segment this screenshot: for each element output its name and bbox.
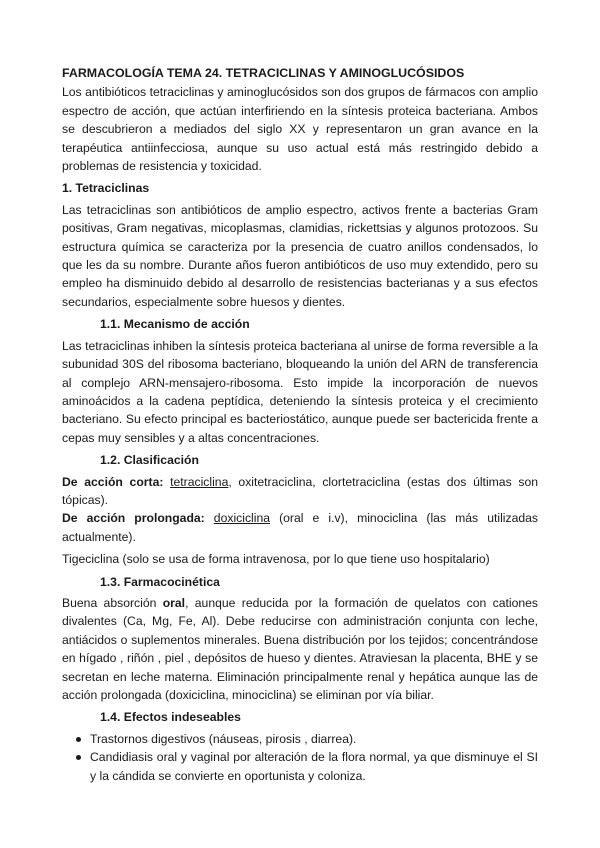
section-heading-efectos: 1.4. Efectos indeseables	[100, 710, 241, 725]
tetraciclina-link[interactable]: tetraciclina	[170, 474, 229, 489]
list-item: Candidiasis oral y vaginal por alteración de la flora normal, ya que disminuye el SI y la cándida se convierte en oportunista y coloniza.	[62, 748, 538, 785]
section-heading-farmacocinetica: 1.3. Farmacocinética	[100, 574, 220, 589]
document-title: FARMACOLOGÍA TEMA 24. TETRACICLINAS Y AMINOGLUCÓSIDOS	[62, 66, 465, 80]
tetraciclinas-paragraph: Las tetraciclinas son antibióticos de amplio espectro, activos frente a bacterias Gram positivas, Gram negativas, micoplasmas, clamidias, rickettsias y algunos protozoos. Su estructura química se caracteriza por la presencia de cuatro anillos condensados, lo que les da su nombre. Durante años fueron antibióticos de uso muy extendido, pero su empleo ha disminuido debido al desarrollo de resistencias bacterianas y a sus efectos secundarios, especialmente sobre huesos y dientes.	[62, 202, 538, 309]
clasificacion-prolongada	[62, 509, 538, 546]
clasificacion-corta	[62, 473, 538, 510]
section-heading-mecanismo: 1.1. Mecanismo de acción	[100, 317, 250, 332]
section-heading-tetraciclinas: 1. Tetraciclinas	[62, 181, 150, 196]
corta-rest: , oxitetraciclina, clortetraciclina (estas dos últimas son tópicas).	[62, 474, 539, 507]
doxiciclina-link[interactable]: doxiciclina	[213, 511, 271, 526]
efectos-list	[62, 730, 538, 785]
tigeciclina-line: Tigeciclina (solo se usa de forma intravenosa, por lo que tiene uso hospitalario)	[62, 552, 490, 567]
oral-bold: oral	[162, 595, 186, 610]
prolongada-rest: (oral e i.v), minociclina (las más utilizadas actualmente).	[62, 511, 539, 544]
list-item: Trastornos digestivos (náuseas, pirosis , diarrea).	[62, 730, 538, 748]
intro-paragraph: Los antibióticos tetraciclinas y aminoglucósidos son dos grupos de fármacos con amplio espectro de acción, que actúan interfiriendo en la síntesis proteica bacteriana. Ambos se descubrieron a mediados del siglo XX y representaron un gran avance en la terapéutica antiinfecciosa, aunque su uso actual está más restringido debido a problemas de resistencia y toxicidad.	[62, 85, 538, 174]
corta-label: De acción corta:	[62, 474, 164, 489]
mecanismo-paragraph: Las tetraciclinas inhiben la síntesis proteica bacteriana al unirse de forma reversible a la subunidad 30S del ribosoma bacteriano, bloqueando la unión del ARN de transferencia al complejo ARN-mensajero-ribosoma. Esto impide la incorporación de nuevos aminoácidos a la cadena peptídica, deteniendo la síntesis proteica y el crecimiento bacteriano. Su efecto principal es bacteriostático, aunque puede ser bactericida frente a cepas muy sensibles y a altas concentraciones.	[62, 338, 538, 445]
prolongada-label: De acción prolongada:	[62, 511, 205, 526]
farmacocinetica-paragraph: Buena absorción oral, aunque reducida por la formación de quelatos con cationes divalentes (Ca, Mg, Fe, Al). Debe reducirse con administración conjunta con leche, antiácidos o suplementos minerales. Buena distribución por los tejidos; concentrándose en hígado , riñón , piel , depósitos de hueso y dientes. Atraviesan la placenta, BHE y se secretan en leche materna. Eliminación principalmente renal y hepática aunque las de acción prolongada (doxiciclina, minociclina) se eliminan por vía biliar.	[62, 595, 538, 702]
section-heading-clasificacion: 1.2. Clasificación	[100, 453, 199, 468]
